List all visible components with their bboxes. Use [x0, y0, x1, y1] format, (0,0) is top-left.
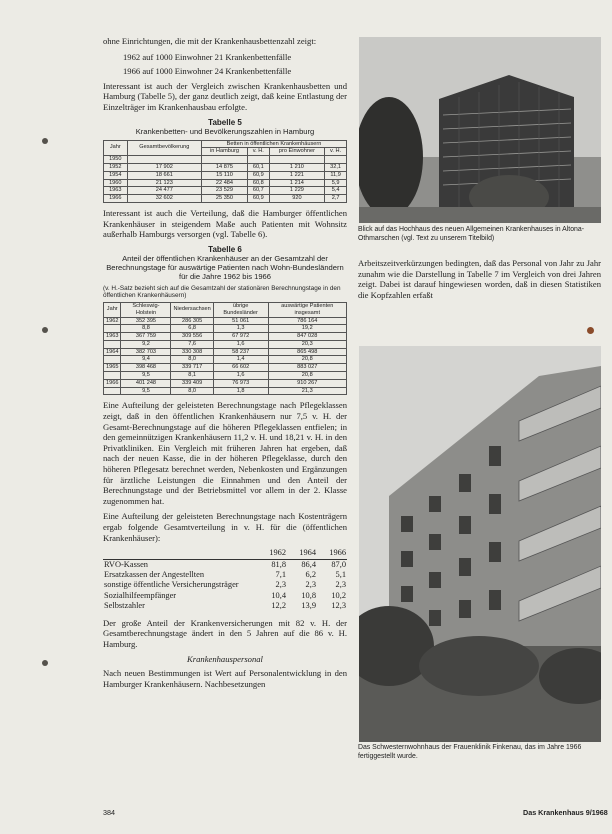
table5-row-cell: 22 484 [202, 179, 248, 187]
table5-row-cell: 23 529 [202, 187, 248, 195]
table5-caption: Tabelle 5 Krankenbetten- und Bevölkerungszahlen in Hamburg [135, 117, 315, 136]
table5-row [104, 171, 347, 179]
table6-row-cell: 847 028 [268, 333, 347, 341]
table5-row-cell: 1 214 [269, 179, 325, 187]
table6-row-cell: 1964 [104, 348, 121, 356]
table6-row-cell: 401 248 [121, 379, 171, 387]
share-row-cell: 2,3 [275, 580, 286, 590]
share-row-cell: Selbstzahler [104, 601, 145, 611]
table5-row-cell: 60,1 [247, 163, 269, 171]
share-table [103, 548, 347, 611]
table6-row-cell: 398 468 [121, 364, 171, 372]
share-row-cell: 10,2 [331, 590, 346, 600]
share-row-cell: 2,3 [335, 580, 346, 590]
punch-hole-middle [42, 327, 48, 333]
table5-header-sub1: in Hamburg [202, 148, 248, 156]
share-row-cell: 10,4 [271, 590, 286, 600]
share-row-cell: 12,2 [271, 601, 286, 611]
share-row-cell: 7,1 [275, 570, 286, 579]
table6-row-cell: 9,2 [121, 340, 171, 348]
table5-row-cell: 5,4 [325, 187, 347, 195]
table6-row-cell: 1,6 [213, 372, 268, 380]
photo-hospital-highrise [359, 37, 601, 223]
table6-caption: Tabelle 6 Anteil der öffentlichen Krankenhäuser an der Gesamtzahl der Berechnungstage für auswärtige Patienten nach Wohn-Bundesländern für die Jahre 1962 bis 1966 [106, 244, 344, 281]
table6-row-cell: 367 759 [121, 333, 171, 341]
share-row-cell: sonstige öffentliche Versicherungsträger [104, 580, 239, 590]
table5-row-cell: 15 110 [202, 171, 248, 179]
table6-row-cell [104, 356, 121, 364]
table5-row [104, 195, 347, 203]
table6-row-cell: 786 164 [268, 317, 347, 325]
table6-row-cell: 1965 [104, 364, 121, 372]
table6-row [104, 379, 347, 387]
table5-row-cell: 1954 [104, 171, 128, 179]
table6-row-cell: 76 973 [213, 379, 268, 387]
table6-row-cell: 21,3 [268, 387, 347, 395]
table5-row-cell [127, 156, 201, 164]
table5-row [104, 163, 347, 171]
table6-row-cell: 1,3 [213, 325, 268, 333]
table5-header-group: Betten in öffentlichen Krankenhäusern [202, 140, 347, 148]
share-row-cell: Ersatzkassen der Angestellten [104, 570, 205, 579]
table5-row-cell: 1 210 [269, 163, 325, 171]
share-row-cell: 6,2 [305, 570, 316, 579]
table6-row-cell: 309 556 [171, 333, 213, 341]
table6-row-cell: 910 267 [268, 379, 347, 387]
table6-row-cell: 352 395 [121, 317, 171, 325]
table5-row-cell: 18 661 [127, 171, 201, 179]
share-row-cell: 10,8 [301, 590, 316, 600]
table6-row [104, 340, 347, 348]
table6-row [104, 317, 347, 325]
table5-row-cell: 1 229 [269, 187, 325, 195]
table6-header-jahr: Jahr [104, 302, 121, 317]
table6-row-cell: 1,6 [213, 340, 268, 348]
table5-row-cell: 60,9 [247, 171, 269, 179]
share-row-cell: RVO-Kassen [104, 559, 148, 569]
share-row-cell: 86,4 [301, 559, 316, 569]
table6-row-cell: 20,8 [268, 372, 347, 380]
share-row-cell: 13,9 [301, 601, 316, 611]
stat-line-1962: 1962 auf 1000 Einwohner 21 Krankenbettenfälle [123, 51, 292, 62]
table6-row-cell: 339 717 [171, 364, 213, 372]
table6-row-cell: 339 409 [171, 379, 213, 387]
table5-row-cell: 25 350 [202, 195, 248, 203]
paragraph-staff: Nach neuen Bestimmungen ist Wert auf Personalentwicklung in den Hamburger Krankenhäusern. Nachbesetzungen [103, 668, 347, 689]
table6-header-4: übrige Bundesländer [213, 302, 268, 317]
punch-hole-lower [42, 660, 48, 666]
share-row-cell: 5,1 [335, 570, 346, 579]
table5-row-cell: 14 875 [202, 163, 248, 171]
page-number: 384 [103, 808, 115, 817]
table6-row-cell: 58 237 [213, 348, 268, 356]
table5-row-cell: 1963 [104, 187, 128, 195]
table5-row-cell: 32,1 [325, 163, 347, 171]
table6-row-cell: 1962 [104, 317, 121, 325]
table6-row-cell: 8,0 [171, 387, 213, 395]
table6-row-cell: 51 061 [213, 317, 268, 325]
table6-row-cell: 9,4 [121, 356, 171, 364]
table6-row-cell: 67 972 [213, 333, 268, 341]
table5-row-cell: 17 902 [127, 163, 201, 171]
share-year-1: 1962 [257, 548, 287, 559]
table6-row-cell: 330 308 [171, 348, 213, 356]
table6-row [104, 348, 347, 356]
punch-hole-top [42, 138, 48, 144]
paragraph-breakdown: Eine Aufteilung der geleisteten Berechnungstage nach Pflegeklassen zeigt, daß in den öffentlichen Krankenhäusern nur 7,5 v. H. der Gesamt-Berechnungstage auf die höheren Pflegeklassen entfielen; in den gemeinnützigen Krankenhäusern 11,2 v. H. und 18,21 v. H. in den Privatkliniken. Ein Vergleich mit früheren Jahren hat ergeben, daß nach der neuen Kasse, die in der höheren Pflegeklasse, durch den höheren Pflegesatz berechnet werden, Nebenkosten und Ergänzungen für ärztliche Leistungen die Einnahmen und den Anteil der Berechnungstage und der Betriebsmittel vor allem in der 2. Klasse zugenommen hat. [103, 400, 347, 506]
share-row-cell: 2,3 [305, 580, 316, 590]
table6-row-cell: 1966 [104, 379, 121, 387]
journal-title: Das Krankenhaus 9/1968 [523, 808, 608, 817]
table6-row-cell [104, 372, 121, 380]
paragraph-comparison: Interessant ist auch der Vergleich zwischen Krankenhausbetten und Hamburg (Tabelle 5), der ganz deutlich zeigt, daß keine Entlastung der Einzelträger im Krankenhausbau erfolgte. [103, 80, 347, 112]
left-column [103, 36, 347, 694]
table6-row-cell: 6,8 [171, 325, 213, 333]
table6-row [104, 325, 347, 333]
table6 [103, 302, 347, 396]
intro-paragraph: ohne Einrichtungen, die mit der Krankenhausbettenzahl zeigt: [103, 36, 317, 46]
table6-row-cell: 1963 [104, 333, 121, 341]
photo-staff-residence [359, 346, 601, 742]
punch-hole-right-top [587, 327, 594, 334]
table5-row-cell: 1950 [104, 156, 128, 164]
paragraph-distribution: Interessant ist auch die Verteilung, daß die Hamburger öffentlichen Krankenhäuser in steigendem Maße auch Patienten mit Wohnsitz außerhalb Hamburgs versorgen (vgl. Tabelle 6). [103, 207, 347, 240]
table5-row-cell: 920 [269, 195, 325, 203]
table5-row-cell: 1966 [104, 195, 128, 203]
table5-row-cell: 11,9 [325, 171, 347, 179]
share-row-cell: 12,3 [331, 601, 346, 611]
table6-row-cell: 286 305 [171, 317, 213, 325]
table5-row-cell: 21 123 [127, 179, 201, 187]
table5-row-cell: 32 602 [127, 195, 201, 203]
table6-row [104, 333, 347, 341]
stat-line-1966: 1966 auf 1000 Einwohner 24 Krankenbettenfälle [123, 66, 292, 77]
table6-row-cell: 865 498 [268, 348, 347, 356]
share-row-cell: Sozialhilfeempfänger [104, 590, 177, 600]
table5-row-cell: 5,9 [325, 179, 347, 187]
table5-header-einwohner: Gesamtbevölkerung [127, 140, 201, 156]
table6-row-cell: 8,0 [171, 356, 213, 364]
paragraph-conclusion: Der große Anteil der Krankenversicherungen mit 82 v. H. der Gesamtberechnungstage ändert in den 5 Jahren auf die 86 v. H. Hamburg. [103, 617, 347, 649]
table5-row [104, 179, 347, 187]
share-row [103, 591, 347, 601]
table5-header-sub2: v. H. [247, 148, 269, 156]
table5-row-cell [269, 156, 325, 164]
table5-row [104, 156, 347, 164]
table6-row-cell: 1,4 [213, 356, 268, 364]
table6-row-cell [104, 387, 121, 395]
table6-row-cell [104, 340, 121, 348]
table6-row-cell: 9,5 [121, 372, 171, 380]
table5-header-sub4: v. H. [325, 148, 347, 156]
table6-row [104, 387, 347, 395]
share-row [103, 601, 347, 611]
table5-row-cell: 1 221 [269, 171, 325, 179]
table5-header-jahr: Jahr [104, 140, 128, 156]
right-paragraph: Arbeitszeitverkürzungen bedingten, daß das Personal von Jahr zu Jahr zunahm wie die Darstellung in Tabelle 7 im Vergleich von drei Jahren zeigt. Dabei ist darauf hingewiesen worden, daß in diesen Statistiken die Kopfzahlen erfaßt [358, 258, 601, 300]
table6-row-cell: 7,6 [171, 340, 213, 348]
table6-row [104, 364, 347, 372]
table5-header-sub3: pro Einwohner [269, 148, 325, 156]
section-heading: Krankenhauspersonal [187, 654, 263, 665]
table5-row-cell: 1960 [104, 179, 128, 187]
table5-row-cell: 60,8 [247, 179, 269, 187]
table5-row-cell: 1952 [104, 163, 128, 171]
table6-header-5: auswärtige Patienten insgesamt [268, 302, 347, 317]
share-row [103, 570, 347, 580]
share-row [103, 580, 347, 590]
table5-row-cell: 2,7 [325, 195, 347, 203]
table6-row-cell: 66 602 [213, 364, 268, 372]
table5-row-cell [202, 156, 248, 164]
table5 [103, 140, 347, 203]
table6-row-cell: 382 703 [121, 348, 171, 356]
table5-row-cell [325, 156, 347, 164]
photo1-caption: Blick auf das Hochhaus des neuen Allgemeinen Krankenhauses in Altona-Othmarschen (vgl. Text zu unserem Titelbild) [358, 226, 585, 242]
table5-row-cell: 60,7 [247, 187, 269, 195]
photo2-caption: Das Schwesternwohnhaus der Frauenklinik Finkenau, das im Jahre 1966 fertiggestellt wurde. [358, 744, 582, 760]
table6-row-cell: 9,5 [121, 387, 171, 395]
table6-row-cell: 8,8 [121, 325, 171, 333]
table6-note: (v. H.-Satz bezieht sich auf die Gesamtzahl der stationären Berechnungstage in den öffentlichen Krankenhäusern) [103, 284, 341, 300]
table6-header-3: Niedersachsen [171, 302, 213, 317]
table5-row-cell: 24 477 [127, 187, 201, 195]
share-row-cell: 81,8 [271, 559, 286, 569]
share-year-2: 1964 [287, 548, 317, 559]
paragraph-shares: Eine Aufteilung der geleisteten Berechnungstage nach Kostenträgern ergab folgende Gesamtverteilung in v. H. für die (öffentlichen Krankenhäuser): [103, 511, 347, 543]
table5-row-cell [247, 156, 269, 164]
table6-row-cell: 20,3 [268, 340, 347, 348]
table6-row-cell: 1,8 [213, 387, 268, 395]
table6-row-cell [104, 325, 121, 333]
table6-row-cell: 20,8 [268, 356, 347, 364]
table6-row-cell: 883 027 [268, 364, 347, 372]
table6-row-cell: 19,2 [268, 325, 347, 333]
share-row-cell: 87,0 [331, 559, 346, 569]
share-row [103, 559, 347, 570]
table5-row [104, 187, 347, 195]
table6-row [104, 356, 347, 364]
table6-header-2: Schleswig-Holstein [121, 302, 171, 317]
share-year-3: 1966 [317, 548, 347, 559]
table6-row [104, 372, 347, 380]
table6-row-cell: 8,1 [171, 372, 213, 380]
table5-row-cell: 60,9 [247, 195, 269, 203]
